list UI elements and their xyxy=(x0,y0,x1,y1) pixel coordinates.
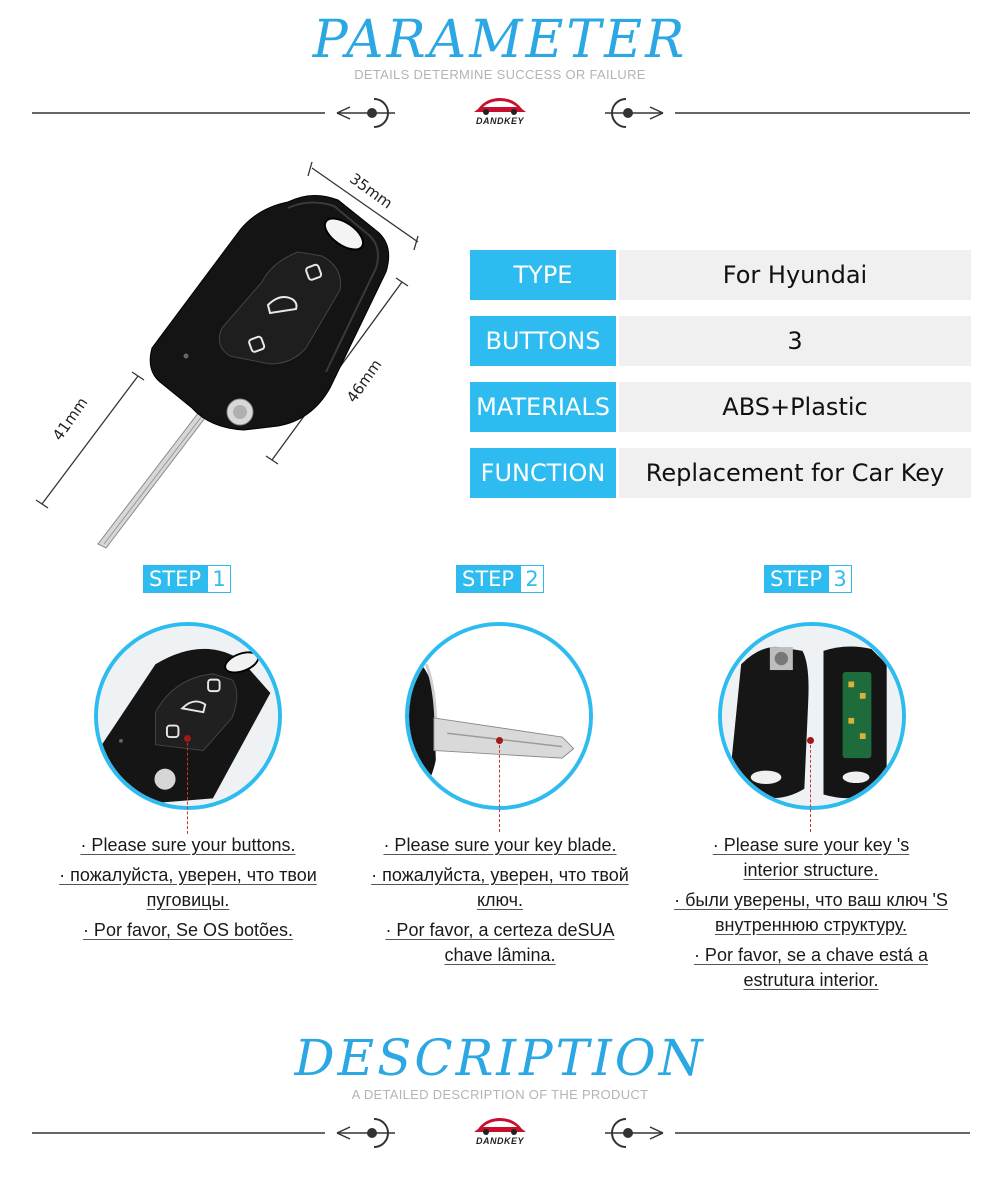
right-ornament-icon xyxy=(605,99,663,127)
spec-label: BUTTONS xyxy=(470,316,616,366)
spec-value: Replacement for Car Key xyxy=(619,448,971,498)
spec-row-buttons xyxy=(470,316,971,366)
description-divider xyxy=(0,1113,1000,1153)
caption-line: · Please sure your key 's interior structure. xyxy=(712,835,910,880)
spec-value: ABS+Plastic xyxy=(619,382,971,432)
step-word: STEP xyxy=(143,565,207,593)
step-2-caption xyxy=(364,833,636,973)
step-number: 1 xyxy=(207,565,231,593)
step-word: STEP xyxy=(764,565,828,593)
blade-dimension-label: 41mm xyxy=(48,394,92,444)
step-number: 3 xyxy=(828,565,852,593)
spec-value: 3 xyxy=(619,316,971,366)
step-word: STEP xyxy=(456,565,520,593)
step-1-caption xyxy=(40,833,336,948)
step-1-badge xyxy=(143,565,231,593)
left-ornament-icon xyxy=(337,99,395,127)
spec-label: TYPE xyxy=(470,250,616,300)
step-1-pointer-dot xyxy=(184,735,191,742)
left-ornament-icon xyxy=(337,1119,395,1147)
description-logo-text: DANDKEY xyxy=(475,1136,524,1146)
description-subtitle: A DETAILED DESCRIPTION OF THE PRODUCT xyxy=(351,1087,649,1102)
height-dimension-label: 46mm xyxy=(342,356,386,406)
step-3-pointer-dot xyxy=(807,737,814,744)
spec-value: For Hyundai xyxy=(619,250,971,300)
spec-row-function xyxy=(470,448,971,498)
parameter-logo-text: DANDKEY xyxy=(475,116,524,126)
step-3-pointer xyxy=(810,740,811,832)
step-2-pointer xyxy=(499,740,500,832)
spec-row-type xyxy=(470,250,971,300)
description-title: DESCRIPTION xyxy=(294,1029,706,1087)
step-1-pointer xyxy=(187,738,188,834)
spec-label: FUNCTION xyxy=(470,448,616,498)
right-ornament-icon xyxy=(605,1119,663,1147)
spec-label: MATERIALS xyxy=(470,382,616,432)
parameter-divider xyxy=(0,93,1000,133)
step-3-caption xyxy=(654,833,968,998)
caption-line: · Por favor, se a chave está a estrutura interior. xyxy=(693,945,929,990)
caption-line: · Por favor, a certeza deSUA chave lâmina. xyxy=(385,920,615,965)
step-3-photo xyxy=(718,622,906,810)
step-2-pointer-dot xyxy=(496,737,503,744)
parameter-title: PARAMETER xyxy=(312,10,688,70)
step-1-photo xyxy=(94,622,282,810)
caption-line: · пожалуйста, уверен, что твои пуговицы. xyxy=(59,865,317,910)
caption-line: · Please sure your buttons. xyxy=(80,835,296,855)
step-number: 2 xyxy=(520,565,544,593)
parameter-subtitle: DETAILS DETERMINE SUCCESS OR FAILURE xyxy=(354,67,646,82)
spec-row-materials xyxy=(470,382,971,432)
dandkey-logo-icon xyxy=(474,98,526,115)
step-3-badge xyxy=(764,565,852,593)
dandkey-logo-icon xyxy=(474,1118,526,1135)
caption-line: · Por favor, Se OS botões. xyxy=(82,920,294,940)
width-dimension-label: 35mm xyxy=(346,169,396,213)
caption-line: · Please sure your key blade. xyxy=(383,835,617,855)
caption-line: · пожалуйста, уверен, что твой ключ. xyxy=(371,865,629,910)
caption-line: · были уверены, что ваш ключ 'S внутреннюю структуру. xyxy=(674,890,948,935)
step-2-badge xyxy=(456,565,544,593)
